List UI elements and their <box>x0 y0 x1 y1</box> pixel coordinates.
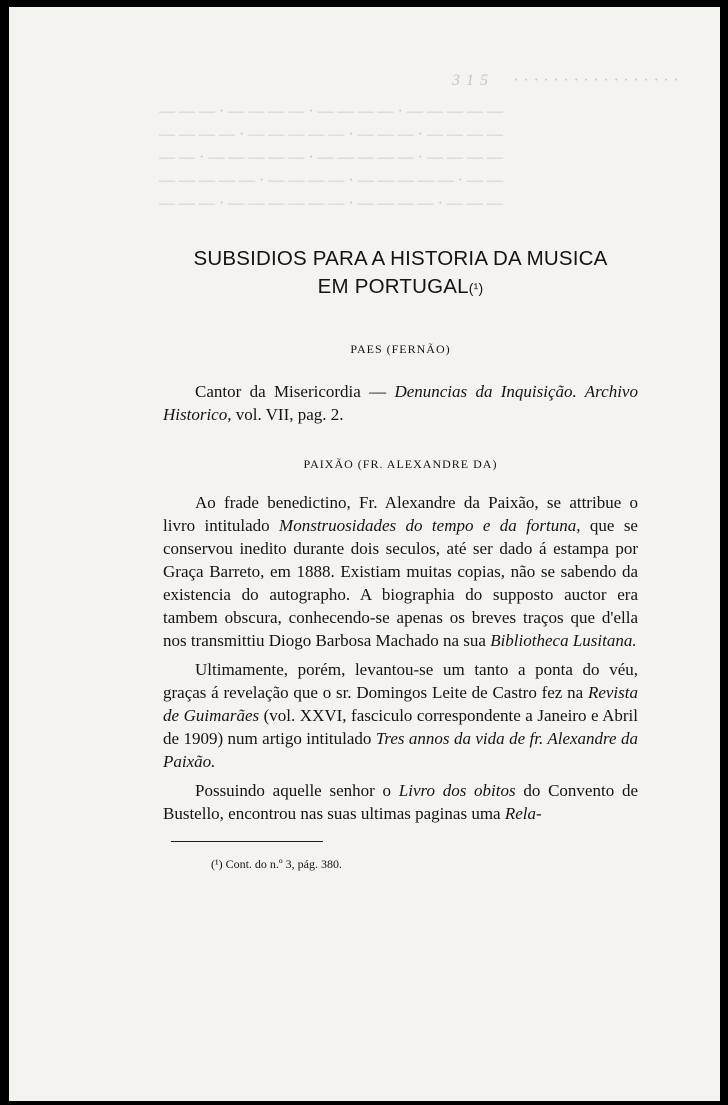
title-footnote-mark: (¹) <box>468 280 484 296</box>
text-run: Possuindo aquelle senhor o <box>195 781 399 800</box>
footnote-mark: (¹) <box>211 857 223 871</box>
article-title <box>163 245 638 301</box>
article-body <box>163 237 638 872</box>
paragraph <box>163 380 638 426</box>
section-heading: PAES (FERNÃO) <box>350 342 451 356</box>
text-run: Cantor da Misericordia — <box>195 382 395 401</box>
footnote-text: Cont. do n.º 3, pág. 380. <box>225 857 342 871</box>
text-run: vol. VII, pag. 2. <box>231 405 344 424</box>
text-run: que se conservou inedito durante dois seculos, até ser dado á estampa por Graça Barreto, em 1888. Existiam muitas copias, não se sabendo da existencia do autographo. A biographia do supposto auctor era tambem obscura, conhecendo-se apenas os breves traços que d'ella nos transmittiu Diogo Barbosa Machado na sua <box>163 516 638 650</box>
text-run: Ao frade benedictino, Fr. Alexandre da Paixão, se attribue o livro intitulado <box>163 493 638 535</box>
title-line-2-text: EM PORTUGAL <box>317 275 469 298</box>
section-heading: PAIXÃO (FR. ALEXANDRE DA) <box>303 457 498 471</box>
italic-text-run: Monstruosidades do tempo e da fortuna, <box>279 516 581 535</box>
footnote <box>211 857 638 872</box>
footnote-divider <box>171 841 323 842</box>
title-line-2 <box>163 273 638 301</box>
paragraph <box>163 658 638 773</box>
italic-text-run: Denuncias da Inquisição. Archivo Historico, <box>163 382 638 424</box>
paragraph <box>163 779 638 825</box>
text-run: do Convento de Bustello, encontrou nas suas ultimas paginas uma <box>163 781 638 823</box>
reverse-side-show-through: 3 1 5 · · · · · · · · · · · · · · · · · — — — · — — — — · — — — — · — — — — — — — — — · — — — — — · — — — · — — — — — — · — — — — — · — — — — — · — — — — — — — — — · — — — — · — — — — — · — — — — — · — — — — — — · — — — — · — — — <box>159 72 679 212</box>
document-page <box>9 7 720 1101</box>
title-line-1: SUBSIDIOS PARA A HISTORIA DA MUSICA <box>193 247 608 270</box>
text-run: (vol. XXVI, fasciculo correspondente a Janeiro e Abril de 1909) num artigo intitulado <box>163 706 638 748</box>
italic-text-run: Tres annos da vida de fr. Alexandre da Paixão. <box>163 729 638 771</box>
italic-text-run: Bibliotheca Lusitana. <box>490 631 637 650</box>
italic-text-run: Rela- <box>504 804 542 823</box>
italic-text-run: Revista de Guimarães <box>163 683 638 725</box>
italic-text-run: Livro dos obitos <box>398 781 516 800</box>
paragraph <box>163 491 638 652</box>
text-run: Ultimamente, porém, levantou-se um tanto a ponta do véu, graças á revelação que o sr. Domingos Leite de Castro fez na <box>163 660 638 702</box>
